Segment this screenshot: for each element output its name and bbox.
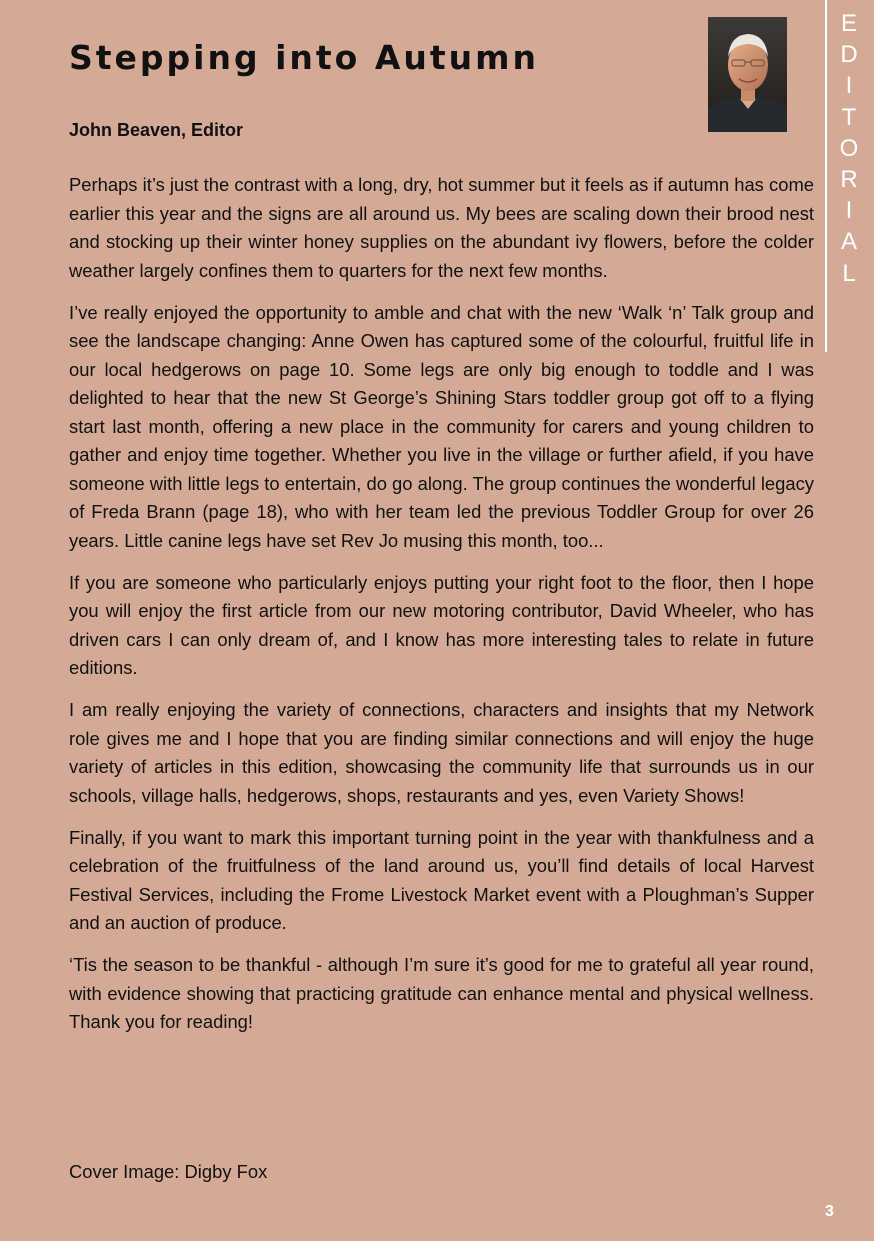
page-title: Stepping into Autumn	[69, 38, 540, 77]
section-letter: T	[841, 103, 857, 131]
section-letter: O	[839, 134, 859, 162]
section-label-editorial	[834, 8, 864, 289]
cover-credit: Cover Image: Digby Fox	[69, 1161, 268, 1182]
paragraph: If you are someone who particularly enjoys putting your right foot to the floor, then I hope you will enjoy the first article from our new motoring contributor, David Wheeler, who has driven cars I can only dream of, and I know has more interesting tales to relate in future editions.	[69, 571, 814, 678]
section-letter: I	[845, 197, 853, 225]
author-byline: John Beaven, Editor	[69, 120, 244, 140]
editor-portrait-image	[708, 17, 787, 132]
paragraph: Finally, if you want to mark this important turning point in the year with thankfulness and a celebration of the fruitfulness of the land around us, you’ll find details of local Harvest Festival Services, including the Frome Livestock Market event with a Ploughman’s Supper and an auction of produce.	[69, 826, 814, 933]
paragraph: ‘Tis the season to be thankful - although I’m sure it’s good for me to grateful all year round, with evidence showing that practicing gratitude can enhance mental and physical wellness. Thank you for reading!	[69, 954, 814, 1032]
paragraph: I’ve really enjoyed the opportunity to amble and chat with the new ‘Walk ‘n’ Talk group and see the landscape changing: Anne Owen has captured some of the colourful, fruitful life in our local hedgerows on page 10. Some legs are only big enough to toddle and I was delighted to hear that the new St George’s Shining Stars toddler group got off to a flying start last month, offering a new place in the community for carers and young children to gather and enjoy time together. Whether you live in the village or further afield, if you have someone with little legs to entertain, do go along. The group continues the wonderful legacy of Freda Brann (page 18), who with her team led the previous Toddler Group for over 26 years. Little canine legs have set Rev Jo musing this month, too...	[69, 301, 814, 551]
section-letter: I	[845, 72, 853, 100]
section-letter: L	[842, 259, 856, 287]
paragraph: I am really enjoying the variety of connections, characters and insights that my Network role gives me and I hope that you are finding similar connections and will enjoy the huge variety of articles in this edition, showcasing the community life that surrounds us in our schools, village halls, hedgerows, shops, restaurants and yes, even Variety Shows!	[69, 699, 814, 806]
article-body	[69, 171, 814, 1050]
page-number: 3	[825, 1203, 834, 1220]
section-letter: A	[840, 228, 857, 256]
editor-photo	[708, 17, 787, 132]
section-letter: R	[840, 166, 858, 194]
paragraph: Perhaps it’s just the contrast with a long, dry, hot summer but it feels as if autumn has come earlier this year and the signs are all around us. My bees are scaling down their brood nest and stocking up their winter honey supplies on the abundant ivy flowers, before the colder weather largely confines them to quarters for the next few months.	[69, 174, 814, 281]
section-letter: E	[840, 10, 857, 37]
side-divider	[825, 0, 827, 352]
section-letter: D	[840, 41, 858, 69]
